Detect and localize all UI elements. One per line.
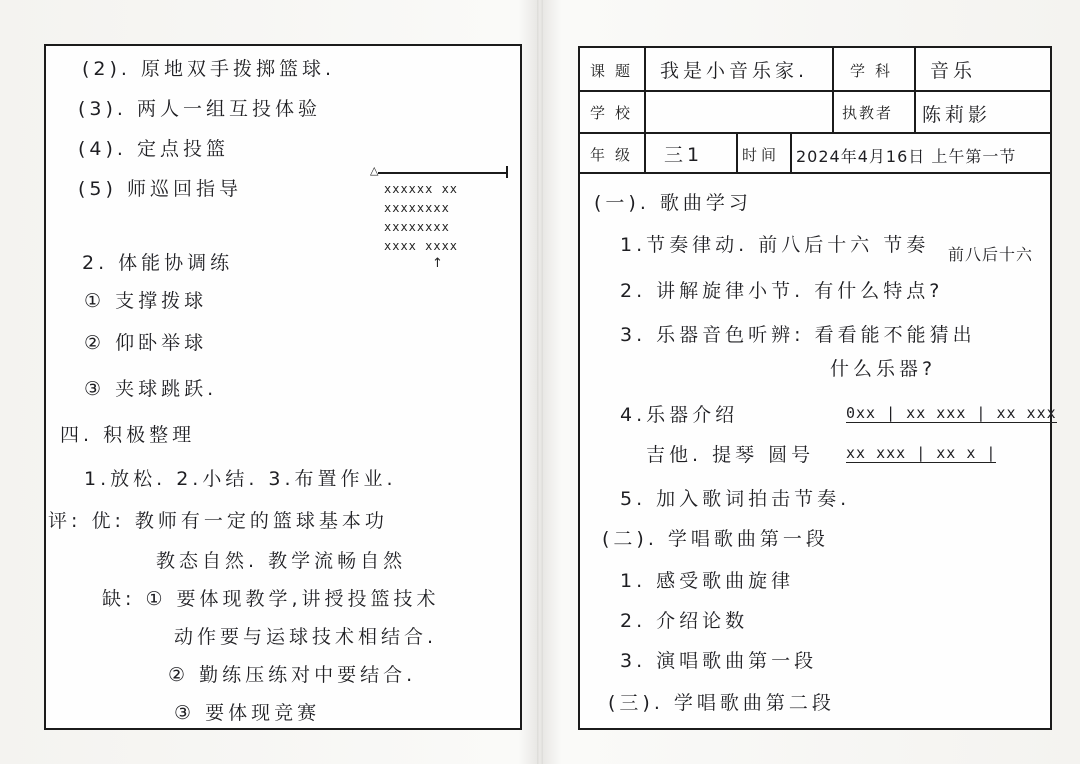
left-line-14: 动作要与运球技术相结合. xyxy=(174,626,438,648)
left-line-10: 1.放松. 2.小结. 3.布置作业. xyxy=(84,468,397,490)
right-line-7: 吉他. 提琴 圆号 xyxy=(646,444,815,466)
right-line-4: 3. 乐器音色听辨: 看看能不能猜出 xyxy=(620,324,976,346)
left-page xyxy=(44,44,522,730)
subject-label: 学科 xyxy=(850,62,901,80)
grade-value: 三1 xyxy=(664,144,704,166)
topic-value: 我是小音乐家. xyxy=(660,60,809,82)
left-line-4: (5) 师巡回指导 xyxy=(78,178,242,200)
left-line-16: ③ 要体现竞赛 xyxy=(174,702,321,724)
left-line-9: 四. 积极整理 xyxy=(60,424,196,446)
teacher-value: 陈莉影 xyxy=(922,104,992,126)
right-line-11: 2. 介绍论数 xyxy=(620,610,749,632)
left-line-1: (2). 原地双手拨掷篮球. xyxy=(82,58,336,80)
right-line-8: 5. 加入歌词拍击节奏. xyxy=(620,488,851,510)
formation-row: xxxxxxxx xyxy=(384,220,450,234)
triangle-mark: △ xyxy=(370,164,379,177)
left-line-11: 评: 优: 教师有一定的篮球基本功 xyxy=(48,510,388,532)
left-line-6: ① 支撑拨球 xyxy=(84,290,208,312)
right-line-2b: 前八后十六 xyxy=(948,245,1034,264)
left-line-12: 教态自然. 教学流畅自然 xyxy=(156,550,407,572)
formation-row: xxxxxx xx xyxy=(384,182,459,196)
topic-label: 课题 xyxy=(590,62,641,80)
grade-label: 年级 xyxy=(590,146,641,164)
right-line-3: 2. 讲解旋律小节. 有什么特点? xyxy=(620,280,944,302)
formation-row: xxxxxxxx xyxy=(384,201,450,215)
arrow-up-icon: ↑ xyxy=(432,256,443,271)
right-line-10: 1. 感受歌曲旋律 xyxy=(620,570,795,592)
right-page xyxy=(578,46,1057,730)
right-line-2: 1.节奏律动. 前八后十六 节奏 xyxy=(620,234,930,256)
left-line-5: 2. 体能协调练 xyxy=(82,252,234,274)
right-line-5: 什么乐器? xyxy=(830,358,937,380)
rhythm-notation-1: 0xx | xx xxx | xx xxx xyxy=(846,404,1057,422)
left-line-3: (4). 定点投篮 xyxy=(78,138,229,160)
left-line-13: 缺: ① 要体现教学,讲授投篮技术 xyxy=(102,588,440,610)
school-label: 学校 xyxy=(590,104,641,122)
right-line-6: 4.乐器介绍 xyxy=(620,404,739,426)
right-line-13: (三). 学唱歌曲第二段 xyxy=(608,692,835,714)
time-label: 时间 xyxy=(742,146,781,164)
left-line-8: ③ 夹球跳跃. xyxy=(84,378,218,400)
formation-diagram xyxy=(370,164,524,274)
notebook-binding xyxy=(537,0,543,764)
left-line-15: ② 勤练压练对中要结合. xyxy=(168,664,417,686)
time-value: 2024年4月16日 上午第一节 xyxy=(796,147,1017,166)
right-line-1: (一). 歌曲学习 xyxy=(594,192,752,214)
right-line-12: 3. 演唱歌曲第一段 xyxy=(620,650,818,672)
subject-value: 音乐 xyxy=(930,60,977,82)
left-line-7: ② 仰卧举球 xyxy=(84,332,208,354)
teacher-label: 执教者 xyxy=(842,104,894,122)
left-line-2: (3). 两人一组互投体验 xyxy=(78,98,321,120)
right-line-9: (二). 学唱歌曲第一段 xyxy=(602,528,829,550)
formation-row: xxxx xxxx xyxy=(384,239,459,253)
rhythm-notation-2: xx xxx | xx x | xyxy=(846,444,997,462)
